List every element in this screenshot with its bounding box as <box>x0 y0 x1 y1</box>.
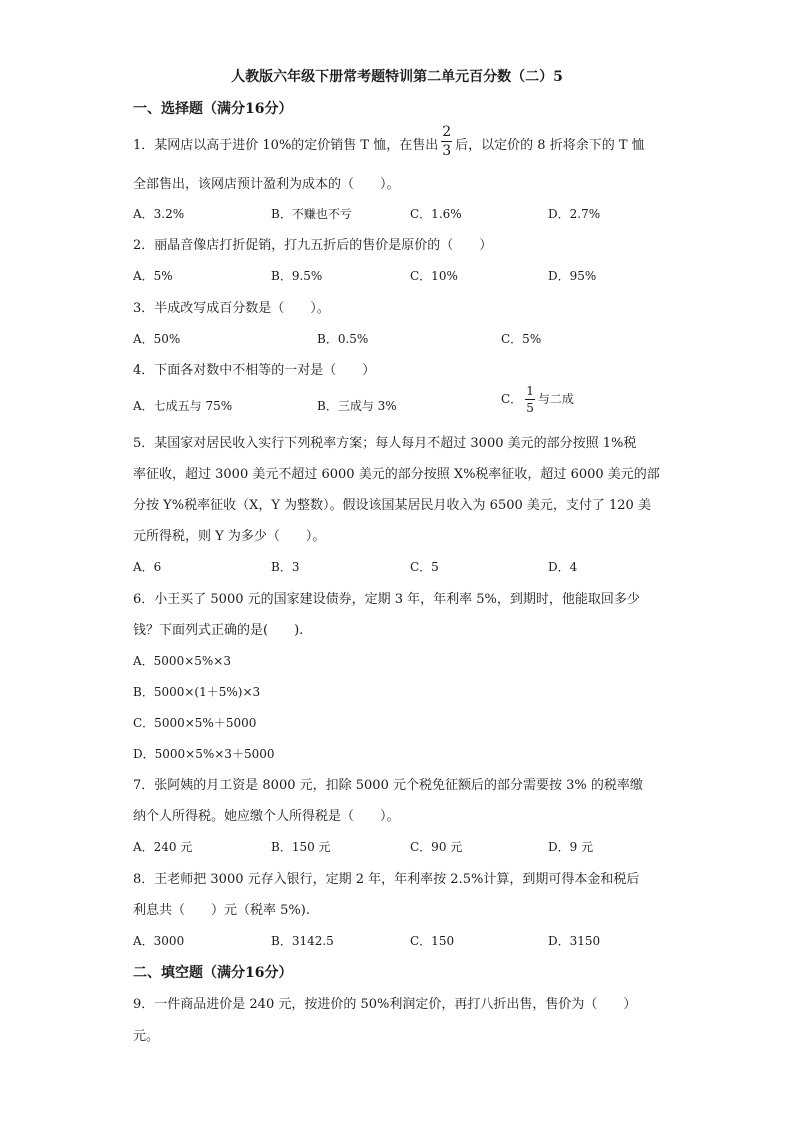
question-7-option-a[interactable]: A．240 元 <box>133 840 193 854</box>
question-8-option-d[interactable]: D．3150 <box>548 934 601 948</box>
question-2-option-a[interactable]: A．5% <box>133 269 173 283</box>
question-2-option-b[interactable]: B．9.5% <box>271 269 323 283</box>
question-1-line-1 <box>133 124 645 159</box>
question-1-option-b[interactable]: B．不赚也不亏 <box>271 207 352 221</box>
question-3-option-b[interactable]: B．0.5% <box>317 332 369 346</box>
question-1-option-a[interactable]: A．3.2% <box>133 207 185 221</box>
question-9-line-2: 元。 <box>133 1029 160 1044</box>
question-5-option-c[interactable]: C．5 <box>410 560 439 574</box>
question-1-text-a: 1．某网店以高于进价 10%的定价销售 T 恤，在售出 <box>133 138 439 153</box>
question-9-line-1: 9．一件商品进价是 240 元，按进价的 50%利润定价，再打八折出售，售价为（ ） <box>133 997 637 1012</box>
section-heading-fill-in: 二、填空题（满分16分） <box>133 965 293 981</box>
question-4-option-c[interactable] <box>501 385 574 414</box>
question-3-option-a[interactable]: A．50% <box>133 332 181 346</box>
option-c-suffix: 与二成 <box>537 392 574 406</box>
question-1-fraction <box>441 125 452 158</box>
question-1-text-b: 后，以定价的 8 折将余下的 T 恤 <box>455 138 645 153</box>
question-5-option-b[interactable]: B．3 <box>271 560 300 574</box>
page-title: 人教版六年级下册常考题特训第二单元百分数（二）5 <box>231 69 563 85</box>
question-3-option-c[interactable]: C．5% <box>501 332 542 346</box>
question-6-option-a[interactable]: A．5000×5%×3 <box>133 654 231 668</box>
question-4-line-1: 4．下面各对数中不相等的一对是（ ） <box>133 363 376 378</box>
question-4-option-a[interactable]: A．七成五与 75% <box>133 399 233 413</box>
question-5-line-3: 分按 Y%税率征收（X，Y 为整数）。假设该国某居民月收入为 6500 美元，支付了 120 美 <box>133 498 651 513</box>
question-2-line-1: 2．丽晶音像店打折促销，打九五折后的售价是原价的（ ） <box>133 238 493 253</box>
question-5-line-2: 率征收，超过 3000 美元不超过 6000 美元的部分按照 X%税率征收，超过 6000 美元的部 <box>133 467 660 482</box>
question-7-line-2: 纳个人所得税。她应缴个人所得税是（ ）。 <box>133 809 400 824</box>
question-8-option-b[interactable]: B．3142.5 <box>271 934 334 948</box>
question-8-option-c[interactable]: C．150 <box>410 934 455 948</box>
question-5-option-a[interactable]: A．6 <box>133 560 162 574</box>
question-2-option-c[interactable]: C．10% <box>410 269 458 283</box>
question-6-line-1: 6．小王买了 5000 元的国家建设债券，定期 3 年，年利率 5%，到期时，他能取回多少 <box>133 592 640 607</box>
question-8-line-1: 8．王老师把 3000 元存入银行，定期 2 年，年利率按 2.5%计算，到期可得本金和税后 <box>133 872 640 887</box>
question-8-option-a[interactable]: A．3000 <box>133 934 185 948</box>
question-8-line-2: 利息共（ ）元（税率 5%). <box>133 903 310 918</box>
question-3-line-1: 3．半成改写成百分数是（ ）。 <box>133 301 330 316</box>
question-1-option-d[interactable]: D．2.7% <box>548 207 601 221</box>
question-6-option-c[interactable]: C．5000×5%＋5000 <box>133 716 257 730</box>
question-5-option-d[interactable]: D．4 <box>548 560 578 574</box>
question-6-option-d[interactable]: D．5000×5%×3＋5000 <box>133 747 275 761</box>
fraction-denominator: 3 <box>442 143 452 159</box>
question-4-option-b[interactable]: B．三成与 3% <box>317 399 397 413</box>
fraction-numerator: 1 <box>526 384 534 398</box>
question-1-line-2: 全部售出，该网店预计盈利为成本的（ ）。 <box>133 177 400 192</box>
question-7-option-c[interactable]: C．90 元 <box>410 840 463 854</box>
question-6-line-2: 钱？下面列式正确的是( ). <box>133 623 304 638</box>
option-c-fraction <box>525 385 535 414</box>
question-7-line-1: 7．张阿姨的月工资是 8000 元，扣除 5000 元个税免征额后的部分需要按 3% 的税率缴 <box>133 778 643 793</box>
question-7-option-d[interactable]: D．9 元 <box>548 840 594 854</box>
question-6-option-b[interactable]: B．5000×(1＋5%)×3 <box>133 685 261 699</box>
question-2-option-d[interactable]: D．95% <box>548 269 597 283</box>
question-5-line-1: 5．某国家对居民收入实行下列税率方案；每人每月不超过 3000 美元的部分按照 1%税 <box>133 436 637 451</box>
section-heading-choice: 一、选择题（满分16分） <box>133 101 293 117</box>
question-7-option-b[interactable]: B．150 元 <box>271 840 331 854</box>
fraction-numerator: 2 <box>442 124 452 140</box>
question-1-option-c[interactable]: C．1.6% <box>410 207 462 221</box>
question-5-line-4: 元所得税，则 Y 为多少（ ）。 <box>133 529 326 544</box>
fraction-denominator: 5 <box>526 401 534 415</box>
option-c-prefix: C． <box>501 392 523 406</box>
